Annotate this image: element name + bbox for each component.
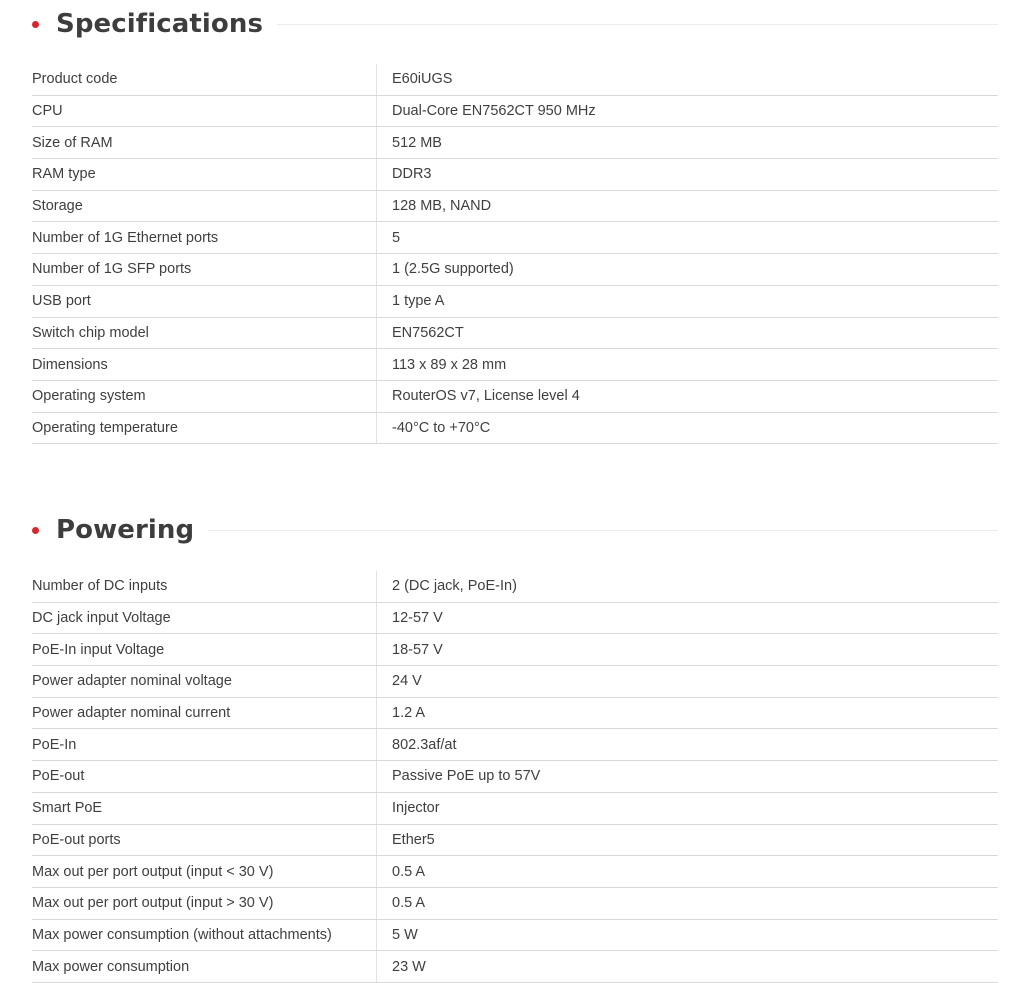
spec-label: PoE-out ports [32, 831, 121, 848]
table-row [32, 413, 998, 445]
table-row [32, 761, 998, 793]
table-row [32, 191, 998, 223]
table-row [32, 318, 998, 350]
table-row [32, 634, 998, 666]
spec-value: Ether5 [392, 831, 435, 848]
table-row [32, 64, 998, 96]
spec-label: PoE-In [32, 736, 77, 753]
spec-label: Product code [32, 71, 118, 88]
spec-label: Smart PoE [32, 800, 103, 817]
spec-value: 802.3af/at [392, 736, 457, 753]
powering-header [32, 510, 998, 550]
table-row [32, 698, 998, 730]
spec-label: DC jack input Voltage [32, 610, 171, 627]
spec-label: PoE-In input Voltage [32, 641, 165, 658]
table-row [32, 286, 998, 318]
spec-label: Storage [32, 198, 83, 215]
table-row [32, 571, 998, 603]
spec-label: Operating system [32, 388, 146, 405]
spec-label: Switch chip model [32, 324, 149, 341]
spec-label: Operating temperature [32, 419, 178, 436]
spec-label: Max power consumption (without attachments) [32, 926, 332, 943]
spec-value: 23 W [392, 958, 426, 975]
table-row [32, 127, 998, 159]
specifications-title: Specifications [56, 9, 264, 39]
table-row [32, 825, 998, 857]
table-row [32, 159, 998, 191]
spec-value: -40°C to +70°C [392, 419, 491, 436]
table-row [32, 381, 998, 413]
spec-label: Number of DC inputs [32, 578, 168, 595]
powering-section [32, 510, 998, 983]
spec-value: 113 x 89 x 28 mm [392, 356, 507, 373]
spec-value: Injector [392, 800, 440, 817]
spec-value: 2 (DC jack, PoE-In) [392, 578, 517, 595]
spec-value: 1.2 A [392, 705, 426, 722]
spec-value: 24 V [392, 673, 422, 690]
spec-value: 5 [392, 229, 401, 246]
spec-label: Max out per port output (input > 30 V) [32, 895, 274, 912]
spec-label: RAM type [32, 166, 96, 183]
spec-label: Dimensions [32, 356, 108, 373]
spec-value: 512 MB [392, 134, 442, 151]
table-row [32, 729, 998, 761]
spec-label: CPU [32, 103, 63, 120]
spec-value: DDR3 [392, 166, 432, 183]
title-divider [208, 530, 998, 531]
bullet-icon [32, 21, 39, 28]
spec-label: USB port [32, 293, 91, 310]
spec-label: Size of RAM [32, 134, 113, 151]
spec-value: RouterOS v7, License level 4 [392, 388, 580, 405]
spec-label: Power adapter nominal voltage [32, 673, 232, 690]
table-row [32, 793, 998, 825]
spec-value: 12-57 V [392, 610, 443, 627]
table-row [32, 222, 998, 254]
bullet-icon [32, 527, 39, 534]
powering-title: Powering [56, 515, 195, 545]
table-row [32, 96, 998, 128]
spec-value: 18-57 V [392, 641, 443, 658]
specifications-header [32, 4, 998, 44]
specifications-table [32, 64, 998, 444]
spec-label: PoE-out [32, 768, 85, 785]
table-row [32, 603, 998, 635]
spec-label: Max power consumption [32, 958, 190, 975]
spec-value: 128 MB, NAND [392, 198, 492, 215]
spec-value: 1 type A [392, 293, 445, 310]
table-row [32, 920, 998, 952]
spec-value: 0.5 A [392, 863, 426, 880]
spec-label: Max out per port output (input < 30 V) [32, 863, 274, 880]
spec-value: Dual-Core EN7562CT 950 MHz [392, 103, 596, 120]
table-row [32, 349, 998, 381]
title-divider [277, 24, 998, 25]
spec-value: E60iUGS [392, 71, 453, 88]
spec-value: 5 W [392, 926, 418, 943]
spec-label: Number of 1G SFP ports [32, 261, 192, 278]
powering-table [32, 571, 998, 983]
specifications-section [32, 4, 998, 444]
table-row [32, 888, 998, 920]
spec-value: 0.5 A [392, 895, 426, 912]
spec-value: Passive PoE up to 57V [392, 768, 541, 785]
spec-label: Number of 1G Ethernet ports [32, 229, 219, 246]
table-row [32, 254, 998, 286]
spec-label: Power adapter nominal current [32, 705, 231, 722]
spec-value: EN7562CT [392, 324, 464, 341]
spec-value: 1 (2.5G supported) [392, 261, 514, 278]
table-row [32, 856, 998, 888]
table-row [32, 951, 998, 983]
table-row [32, 666, 998, 698]
